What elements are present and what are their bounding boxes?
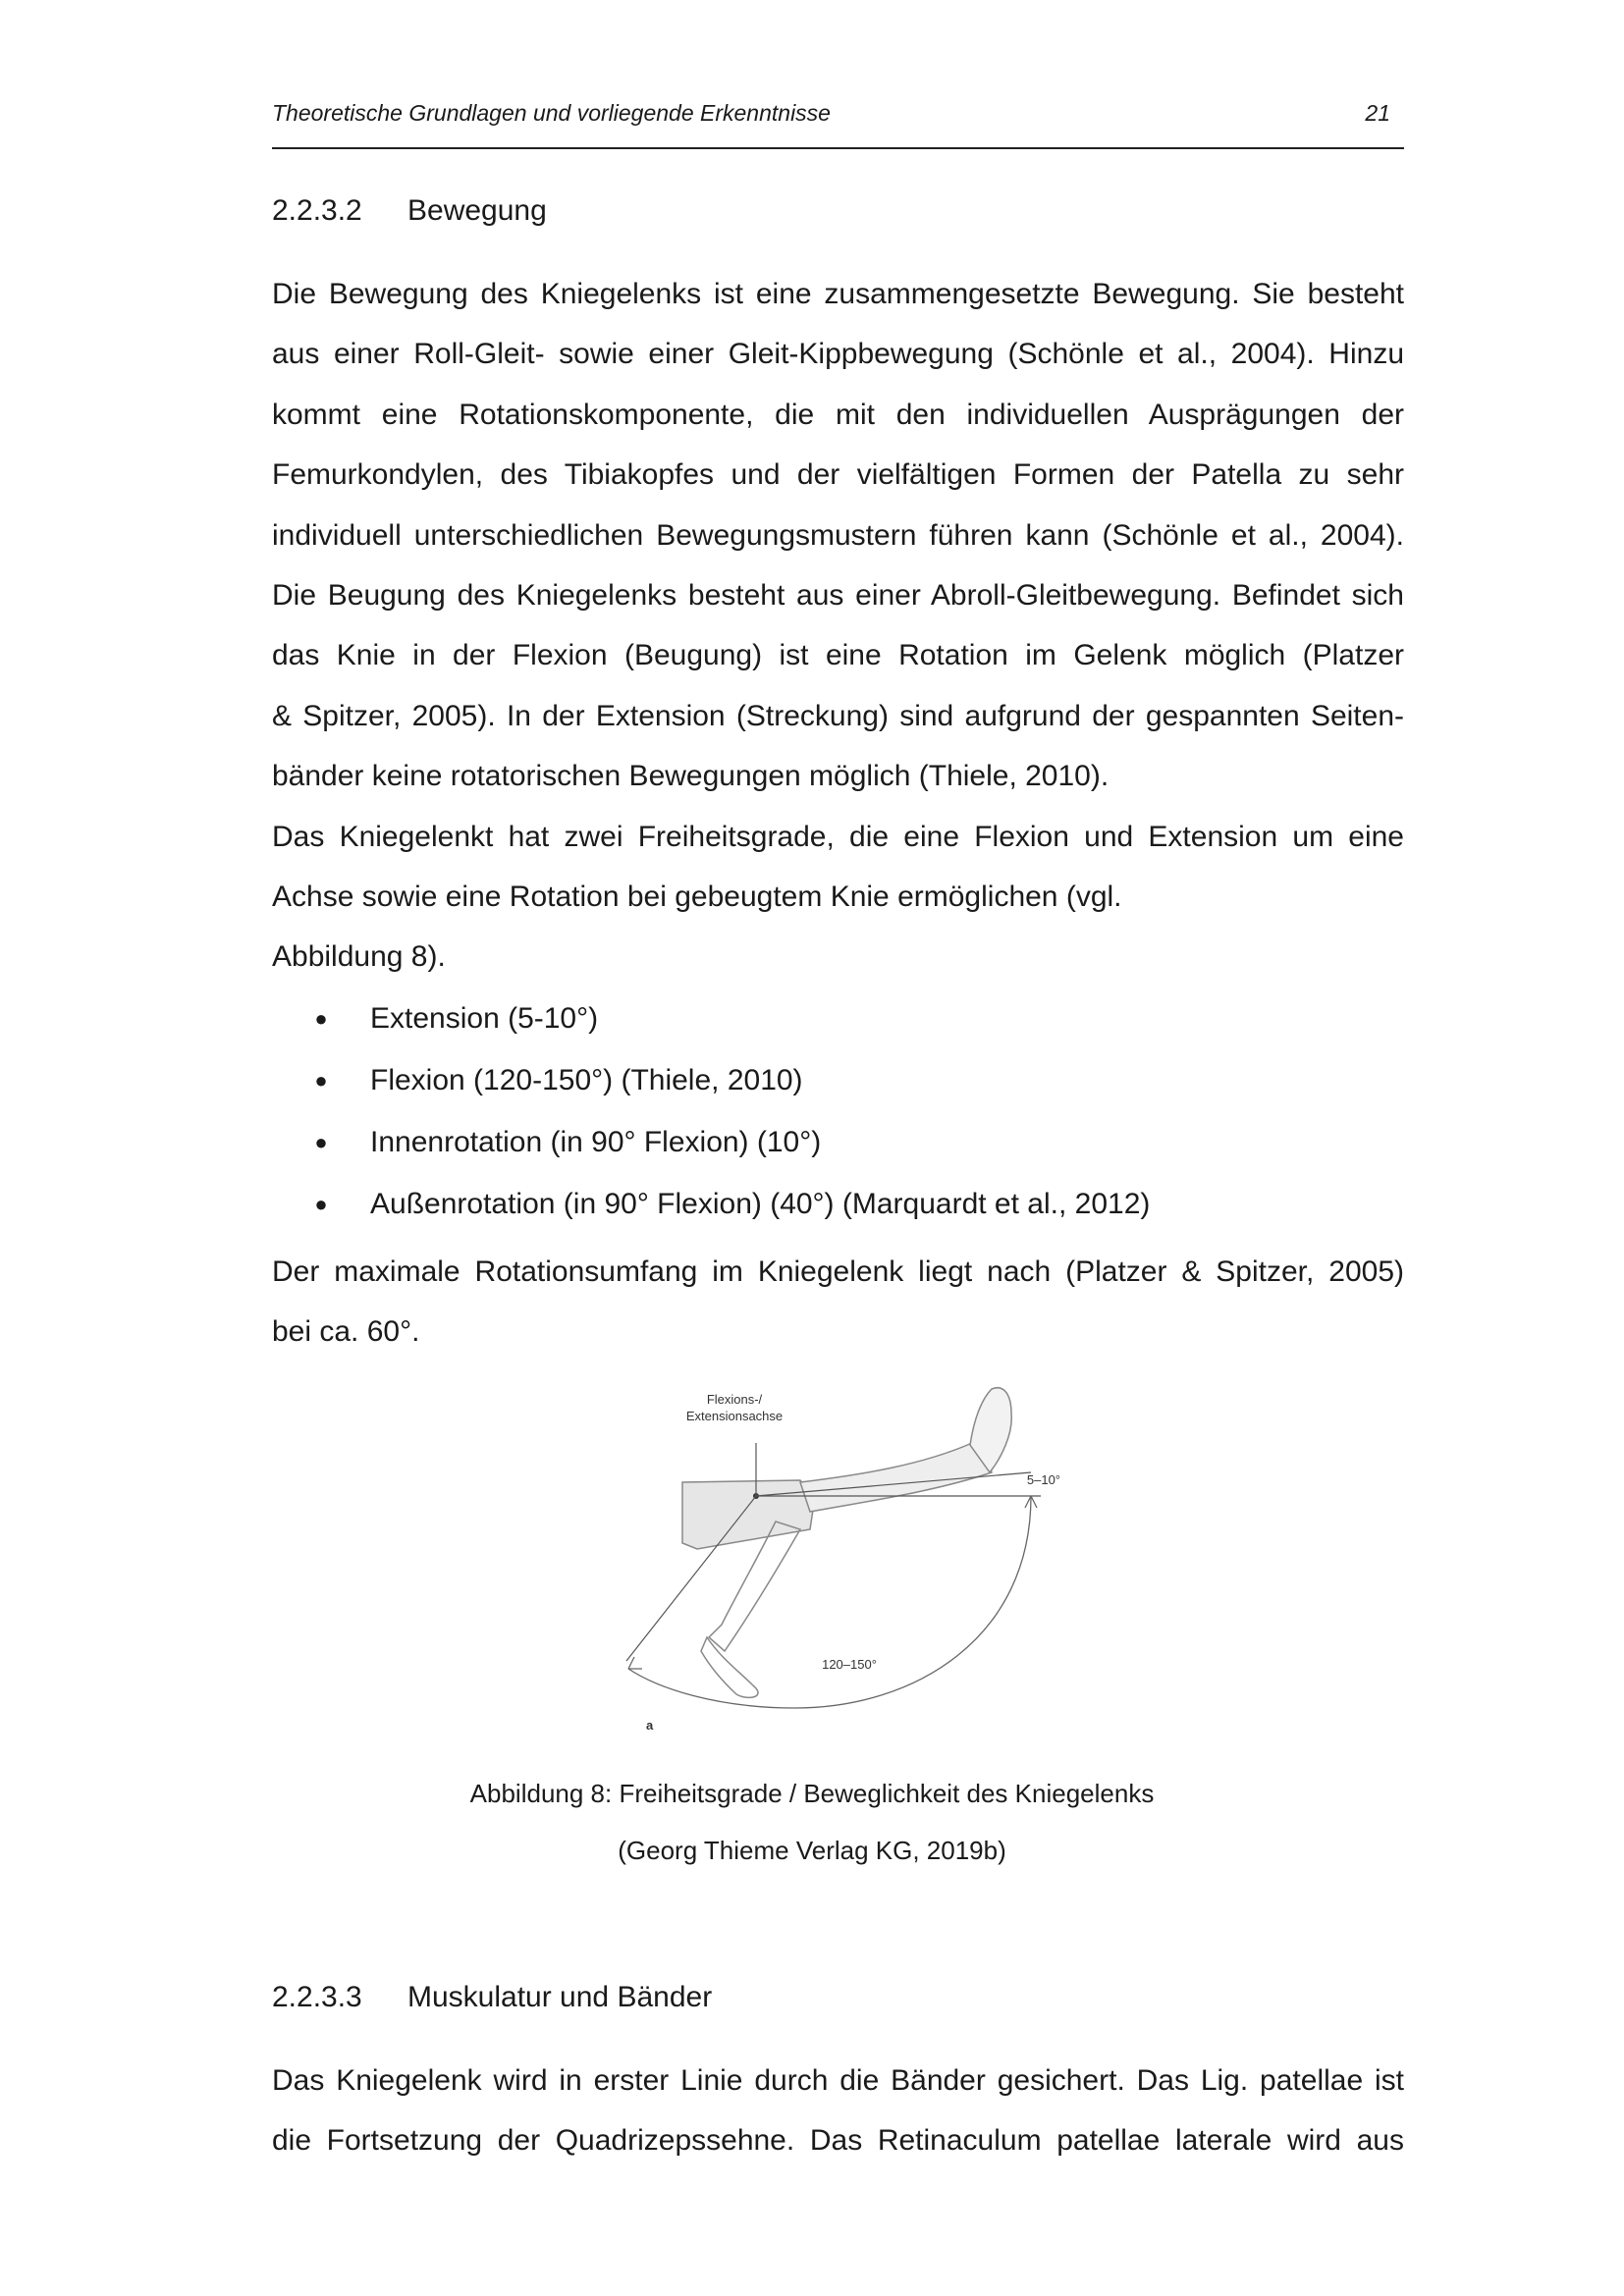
section-title: Bewegung [407,194,547,227]
text-line: Der maximale Rotationsumfang im Kniegelenk liegt nach (Platzer & Spitzer, 2005) [272,1255,1404,1288]
section-number: 2.2.3.3 [272,1981,362,2013]
range-of-motion-list [272,988,1404,1235]
text-line: aus einer Roll-Gleit- sowie einer Gleit-Kippbewegung (Schönle et al., 2004). Hinzu [272,338,1404,371]
lower-leg-extended [800,1443,992,1512]
extension-angle-label: 5–10° [1026,1472,1060,1487]
text-line: Das Kniegelenkt hat zwei Freiheitsgrade, die eine Flexion und Extension um eine [272,820,1404,853]
list-item [272,988,1404,1049]
axis-label-1: Flexions-/ [706,1392,763,1407]
text-line: bei ca. 60°. [272,1315,420,1349]
paragraph-rotation [272,1242,1404,1362]
section-heading-bewegung [272,194,547,228]
bullet-icon: ● [314,1006,328,1031]
text-line: kommt eine Rotationskomponente, die mit den individuellen Ausprägungen der [272,398,1404,431]
text-line: die Fortsetzung der Quadrizepssehne. Das Retinaculum patellae laterale wird aus [272,2124,1404,2158]
text-line: das Knie in der Flexion (Beugung) ist eine Rotation im Gelenk möglich (Platzer [272,639,1404,672]
text-line: individuell unterschiedlichen Bewegungsmustern führen kann (Schönle et al., 2004). [272,518,1404,552]
text-line: bänder keine rotatorischen Bewegungen möglich (Thiele, 2010). [272,760,1110,793]
list-item-text: Flexion (120-150°) (Thiele, 2010) [370,1064,803,1096]
section-number: 2.2.3.2 [272,194,362,227]
arc-arrowhead [628,1657,642,1669]
bullet-icon: ● [314,1068,328,1093]
knee-illustration [599,1374,1070,1737]
bullet-icon: ● [314,1130,328,1154]
text-line: Das Kniegelenk wird in erster Linie durch die Bänder gesichert. Das Lig. patellae ist [272,2064,1404,2097]
page-number: 21 [1365,100,1390,126]
text-line: Die Beugung des Kniegelenks besteht aus einer Abroll-Gleitbewegung. Befindet sich [272,578,1404,612]
axis-label-2: Extensionsachse [685,1409,784,1423]
paragraph-bewegung [272,264,1404,988]
text-line: Die Bewegung des Kniegelenks ist eine zusammengesetzte Bewegung. Sie besteht [272,278,1404,310]
list-item [272,1111,1404,1173]
bullet-icon: ● [314,1192,328,1216]
list-item [272,1049,1404,1111]
list-item [272,1173,1404,1235]
list-item-text: Innenrotation (in 90° Flexion) (10°) [370,1126,822,1158]
figure-caption-line1: Abbildung 8: Freiheitsgrade / Beweglichkeit des Kniegelenks [469,1779,1155,1808]
foot-flexed [701,1637,758,1697]
text-line: Abbildung 8). [272,940,446,974]
list-item-text: Außenrotation (in 90° Flexion) (40°) (Marquardt et al., 2012) [370,1188,1151,1220]
page-header [272,98,1404,149]
paragraph-muskulatur [272,2051,1404,2171]
section-title: Muskulatur und Bänder [407,1981,713,2013]
flexion-angle-label: 120–150° [822,1657,877,1672]
figure-caption-line2: (Georg Thieme Verlag KG, 2019b) [618,1836,1006,1865]
header-title: Theoretische Grundlagen und vorliegende Erkenntnisse [272,100,831,126]
text-line: Femurkondylen, des Tibiakopfes und der vielfältigen Formen der Patella zu sehr [272,458,1404,492]
knee-range-of-motion-figure [599,1374,1070,1737]
section-heading-muskulatur [272,1981,712,2014]
panel-letter: a [646,1718,654,1733]
list-item-text: Extension (5-10°) [370,1002,599,1035]
text-line: Achse sowie eine Rotation bei gebeugtem Knie ermöglichen (vgl. [272,880,1122,913]
text-line: & Spitzer, 2005). In der Extension (Streckung) sind aufgrund der gespannten Seiten- [272,699,1404,732]
